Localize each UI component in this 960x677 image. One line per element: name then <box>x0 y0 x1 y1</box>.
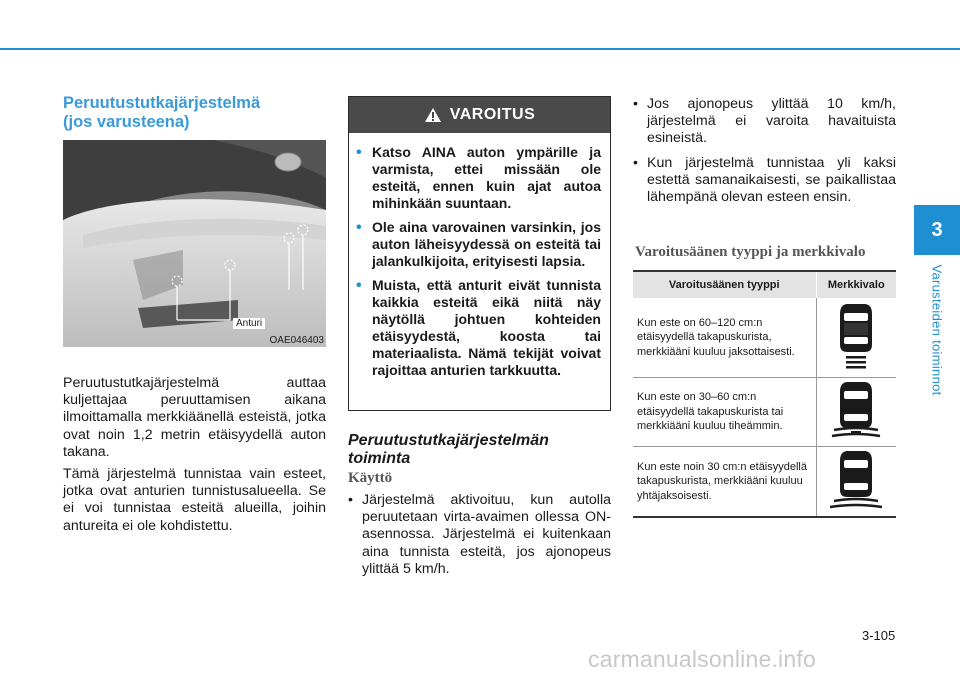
table-cell: Kun este noin 30 cm:n etäisyydellä takapuskurista, merkkiääni kuuluu yhtäjaksoisesti. <box>633 447 816 517</box>
car-sensor-mid-icon <box>828 380 884 440</box>
table-cell: Kun este on 60–120 cm:n etäisyydellä takapuskurista, merkkiääni kuuluu jaksottaisesti. <box>633 298 816 377</box>
operation-heading: Peruutustutkajärjestelmän toiminta <box>348 432 549 467</box>
warning-item: • Katso AINA auton ympärille ja varmista, ettei missään ole esteitä, ennen kuin ajat autoa mihinkään suuntaan. <box>367 144 601 212</box>
watermark: carmanualsonline.info <box>588 646 816 672</box>
paragraph: Peruutustutkajärjestelmä auttaa kuljettajaa peruuttamisen aikana ilmoittamalla merkkiäänellä esteistä, jotka ovat noin 1,2 metrin etäisyydellä auton takana. <box>63 375 326 460</box>
sensor-label: Anturi <box>233 318 265 329</box>
warning-item: • Muista, että anturit eivät tunnista kaikkia esteitä eikä niitä näy näytöllä johtuen kohteiden etäisyydestä, koosta tai materiaalista. Nämä tekijät voivat rajoittaa anturien tarkkuutta. <box>367 277 601 379</box>
bullet-item: • Järjestelmä aktivoituu, kun autolla peruutetaan virta-avaimen ollessa ON-asennossa. Järjestelmä ei kuitenkaan aina tunnista esteitä, jos ajonopeus ylittää 5 km/h. <box>348 492 611 578</box>
warning-item: • Ole aina varovainen varsinkin, jos auton läheisyydessä on esteitä tai jalankulkijoita, erityisesti lapsia. <box>367 219 601 270</box>
chapter-number: 3 <box>931 218 943 241</box>
section-heading: Peruutustutkajärjestelmä (jos varusteena) <box>63 94 261 131</box>
chapter-tab[interactable] <box>914 205 960 255</box>
warning-header <box>349 97 610 133</box>
warning-box <box>348 96 611 411</box>
paragraph: Tämä järjestelmä tunnistaa vain esteet, jotka ovat anturien tunnistusalueella. Se ei voi tunnistaa esteitä alueilla, joihin antureita ei ole kohdistettu. <box>63 466 326 534</box>
table-heading: Varoitusäänen tyyppi ja merkkivalo <box>635 244 866 260</box>
usage-bullets <box>348 492 611 585</box>
warning-list <box>349 133 610 379</box>
table-header: Varoitusäänen tyyppi <box>633 271 816 298</box>
table-row <box>633 447 896 517</box>
car-sensor-near-icon <box>828 449 884 509</box>
bullet-item: • Jos ajonopeus ylittää 10 km/h, järjestelmä ei varoita havaituista esineistä. <box>633 96 896 148</box>
rear-bumper-photo <box>63 140 326 347</box>
usage-subheading: Käyttö <box>348 470 393 486</box>
table-cell <box>816 377 896 447</box>
warning-sound-table <box>633 270 896 518</box>
page-number: 3-105 <box>862 628 896 643</box>
bullet-item: • Kun järjestelmä tunnistaa yli kaksi estettä samanaikaisesti, se paikallistaa lähempänä olevan esteen ensin. <box>633 155 896 207</box>
top-rule <box>0 48 960 50</box>
table-cell: Kun este on 30–60 cm:n etäisyydellä takapuskurista tai merkkiääni kuuluu tiheämmin. <box>633 377 816 447</box>
table-cell <box>816 298 896 377</box>
speed-bullets <box>633 96 896 213</box>
warning-title: VAROITUS <box>449 106 536 123</box>
table-row <box>633 377 896 447</box>
intro-text <box>63 375 326 540</box>
car-sensor-far-icon <box>828 300 884 370</box>
image-code: OAE046403 <box>269 335 324 346</box>
warning-triangle-icon <box>424 107 442 123</box>
table-row <box>633 298 896 377</box>
table-header: Merkkivalo <box>816 271 896 298</box>
chapter-title: Varusteiden toiminnot <box>929 264 945 396</box>
table-cell <box>816 447 896 517</box>
